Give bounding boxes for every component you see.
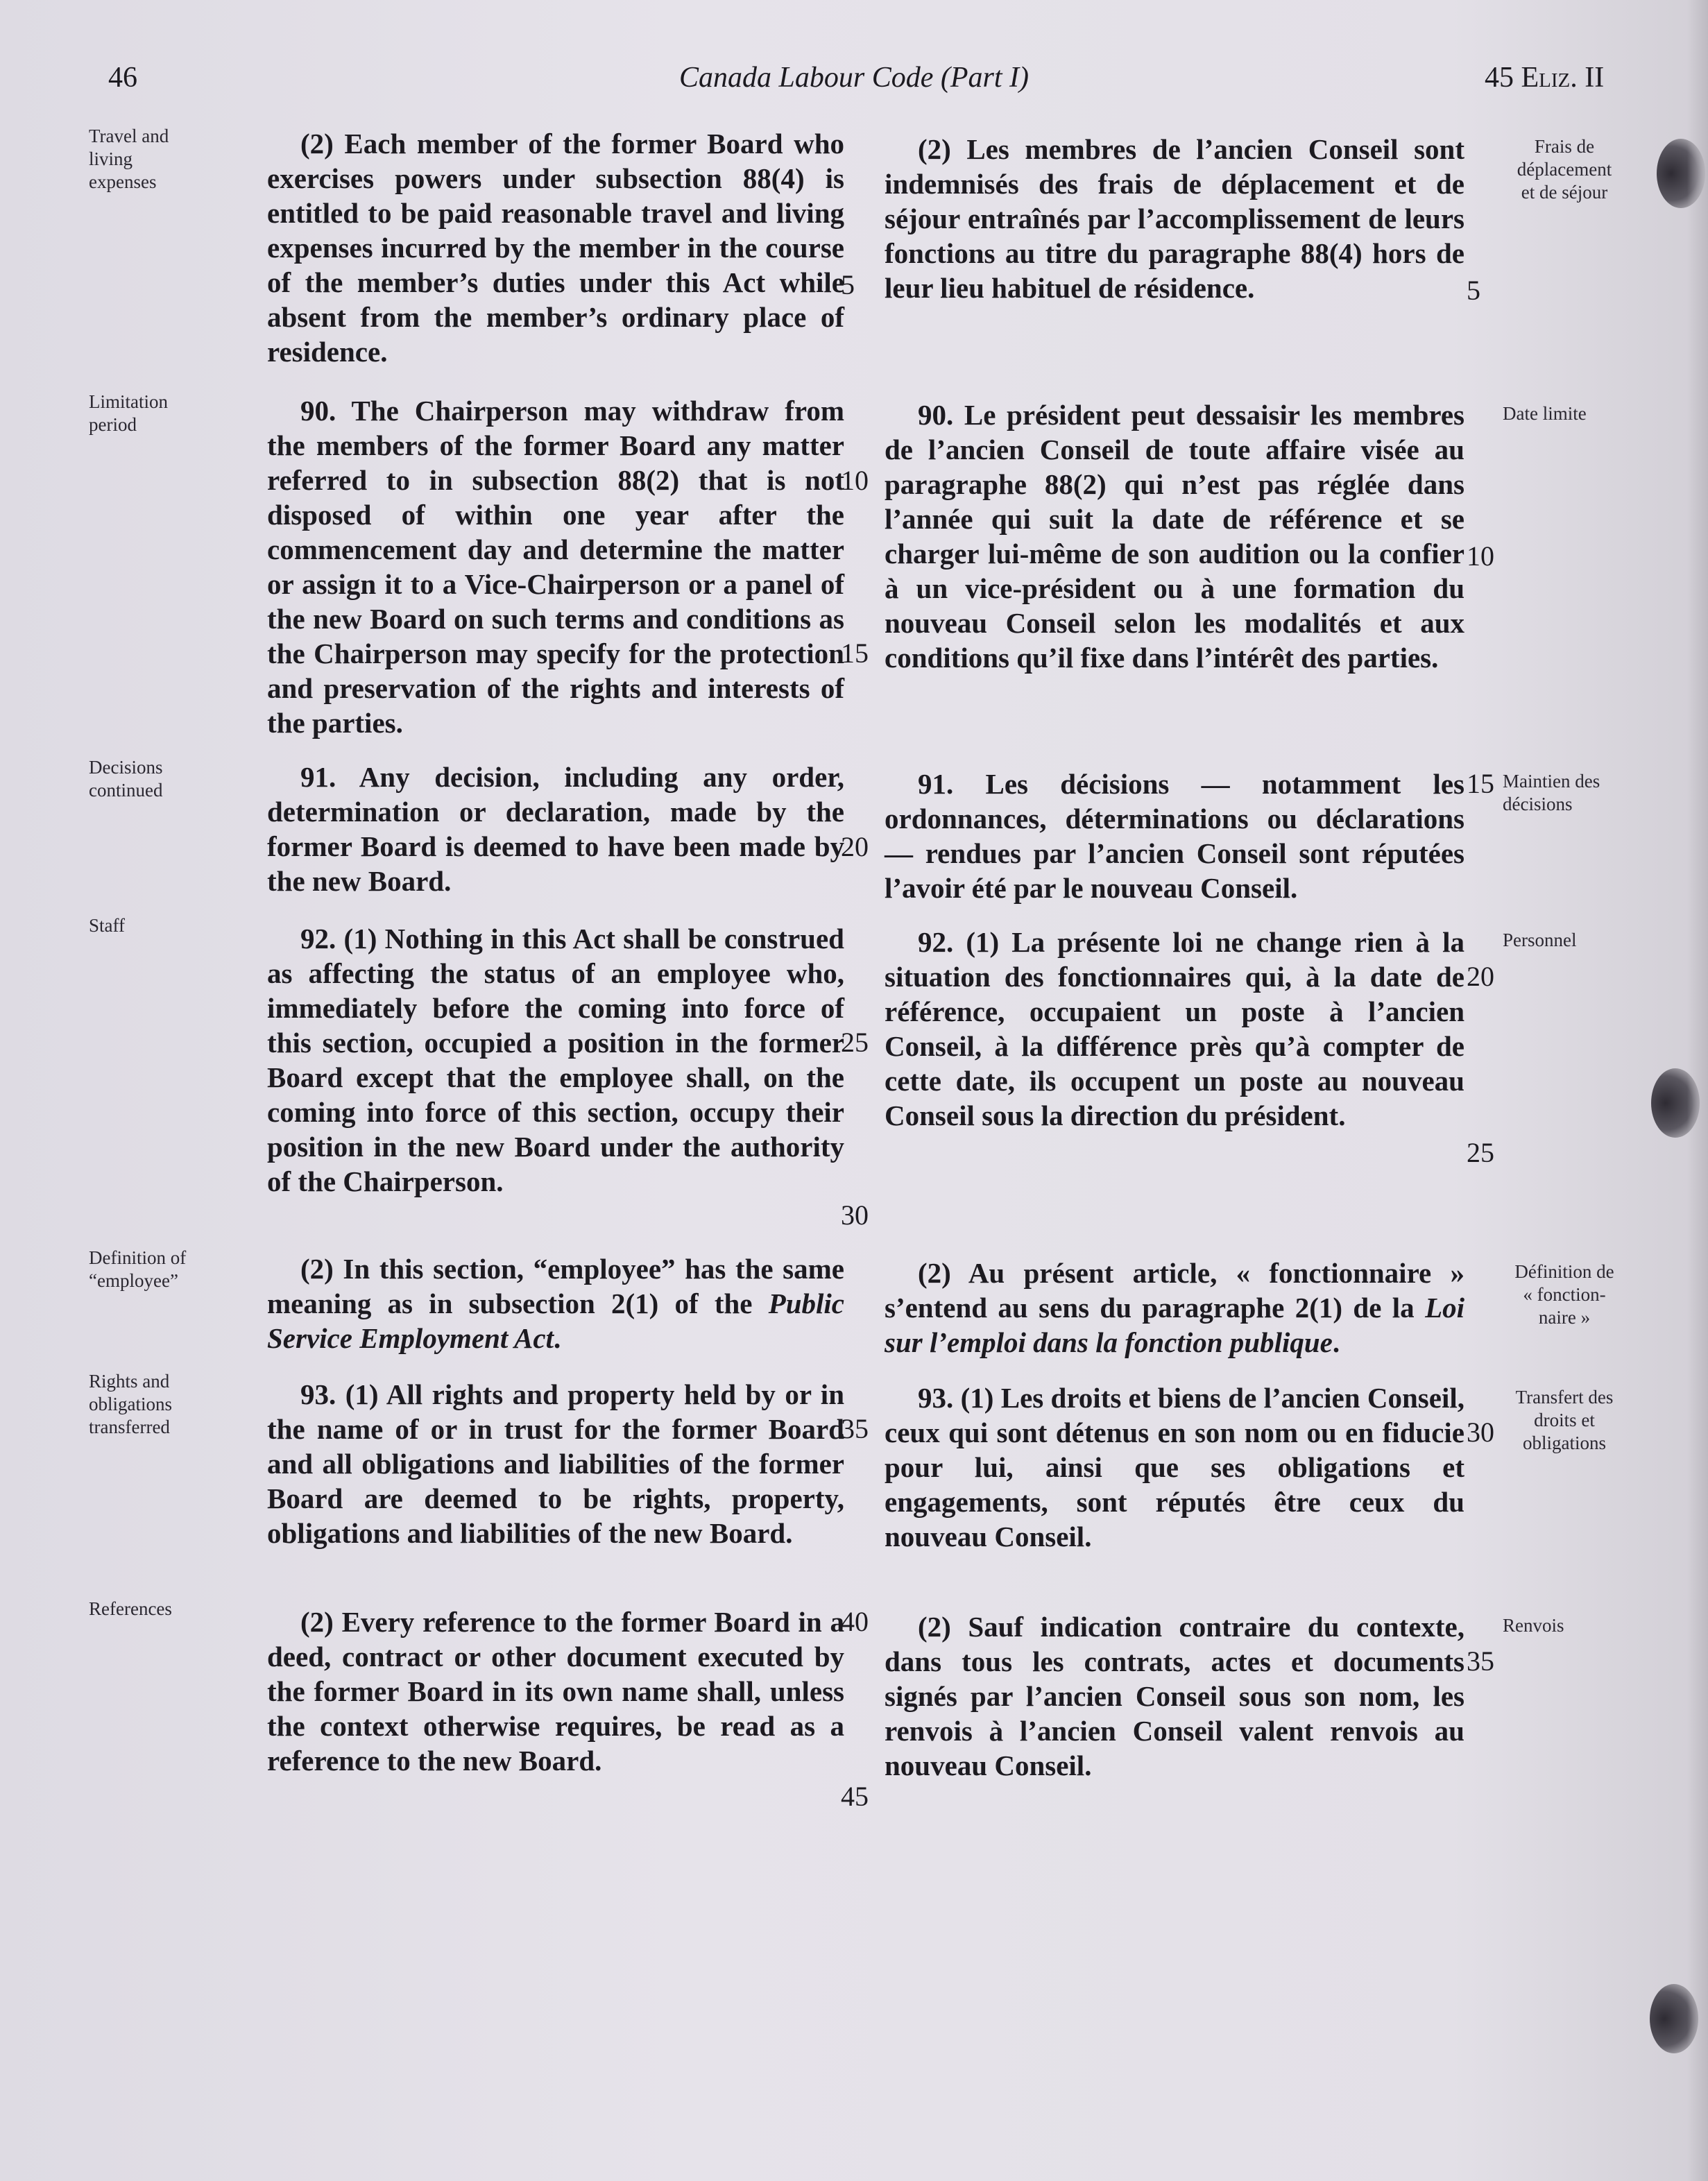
margin-note-maintien: Maintien des décisions [1503,771,1600,814]
regnal-year: 45 Eliz. II [1485,62,1605,94]
margin-note-definition: Definition of “employee” [89,1247,187,1291]
line-number: 45 [841,1781,869,1812]
fr-section-90: 90. Le président peut dessaisir les membres de l’ancien Conseil de toute affaire visée au paragraphe 88(2) qui n’est pas réglée dans l’année qui suit la date de référence et se charger lui-même de son audition ou la confier à un vice-président ou à une formation du nouveau Conseil selon les modalités et aux conditions qu’il fixe dans l’intérêt des parties. [885,399,1464,674]
line-number: 30 [1467,1417,1494,1448]
line-number: 10 [841,465,869,496]
fr-section-89-2: (2) Les membres de l’ancien Conseil sont indemnisés des frais de déplacement et de séjour entraînés par l’accomplissement de leurs fonctions au titre du paragraphe 88(4) hors de leur lieu habituel de résidence. [885,133,1464,304]
fr-section-91: 91. Les décisions — notamment les ordonnances, déterminations ou déclarations — rendues par l’ancien Conseil sont réputées l’avoir été par le nouveau Conseil. [885,768,1464,904]
margin-note-transfert: Transfert des droits et obligations [1515,1387,1614,1453]
margin-note-personnel: Personnel [1503,930,1577,950]
line-number: 40 [841,1606,869,1637]
margin-note-frais: Frais de déplacement et de séjour [1517,136,1612,203]
en-section-92-2: (2) In this section, “employee” has the same meaning as in subsection 2(1) of the Public Service Employment Act. [267,1253,844,1354]
en-section-91: 91. Any decision, including any order, determination or declaration, made by the former Board is deemed to have been made by the new Board. [267,761,844,897]
line-number: 25 [841,1027,869,1058]
en-section-93-2: (2) Every reference to the former Board in a deed, contract or other document executed by the former Board in its own name shall, unless the context otherwise requires, be read as a reference to the new Board. [267,1606,844,1777]
line-number: 30 [841,1199,869,1231]
page-number: 46 [108,62,137,94]
line-number: 35 [841,1413,869,1444]
line-number: 35 [1467,1645,1494,1677]
line-number: 20 [841,831,869,862]
fr-section-92-2: (2) Au présent article, « fonctionnaire » s’entend au sens du paragraphe 2(1) de la Loi sur l’emploi dans la fonction publique. [885,1257,1464,1358]
en-section-92-1: 92. (1) Nothing in this Act shall be construed as affecting the status of an employee who, immediately before the coming into force of this section, occupied a position in the former Board except that the employee shall, on the coming into force of this section, occupy their position in the new Board under the authority of the Chairperson. [267,923,844,1197]
margin-note-decisions: Decisions continued [89,757,163,801]
fr-section-93-1: 93. (1) Les droits et biens de l’ancien Conseil, ceux qui sont détenus en son nom ou en fiducie pour lui, ainsi que ses obligations et engagements, sont réputés être ceux du nouveau Conseil. [885,1382,1464,1553]
fr-section-92-1: 92. (1) La présente loi ne change rien à la situation des fonctionnaires qui, à la date de référence, occupaient un poste à l’ancien Conseil, à la différence près qu’à compter de cette date, ils occupent un poste au nouveau Conseil sous la direction du président. [885,926,1464,1131]
running-title: Canada Labour Code (Part I) [679,62,1029,94]
fr-section-93-2: (2) Sauf indication contraire du contexte, dans tous les contrats, actes et documents signés par l’ancien Conseil sous son nom, les renvois à l’ancien Conseil valent renvois au nouveau Conseil. [885,1611,1464,1781]
en-section-89-2: (2) Each member of the former Board who exercises powers under subsection 88(4) is entitled to be paid reasonable travel and living expenses incurred by the member in the course of the member’s duties under this Act while absent from the member’s ordinary place of residence. [267,128,844,368]
margin-note-definition-fr: Définition de « fonction- naire » [1514,1261,1614,1328]
line-number: 15 [841,638,869,669]
margin-note-limitation: Limitation period [89,391,168,435]
margin-note-rights: Rights and obligations transferred [89,1371,172,1437]
page-edge-shadow [1687,0,1708,2181]
line-number: 5 [1467,275,1480,306]
line-number: 10 [1467,540,1494,572]
line-number: 5 [841,269,855,300]
margin-note-travel: Travel and living expenses [89,126,169,192]
margin-note-date: Date limite [1503,403,1587,424]
en-section-90: 90. The Chairperson may withdraw from the members of the former Board any matter referred to in subsection 88(2) that is not disposed of within one year after the commencement day and determine the matter or assign it to a Vice-Chairperson or a panel of the new Board on such terms and conditions as the Chairperson may specify for the protection and preservation of the rights and interests of the parties. [267,395,844,739]
margin-note-references: References [89,1598,172,1619]
line-number: 25 [1467,1137,1494,1168]
margin-note-renvois: Renvois [1503,1615,1564,1636]
line-number: 20 [1467,961,1494,992]
line-number: 15 [1467,768,1494,799]
margin-note-staff: Staff [89,915,125,936]
en-section-93-1: 93. (1) All rights and property held by or in the name of or in trust for the former Board and all obligations and liabilities of the former Board are deemed to be rights, property, obligations and liabilities of the new Board. [267,1378,844,1549]
